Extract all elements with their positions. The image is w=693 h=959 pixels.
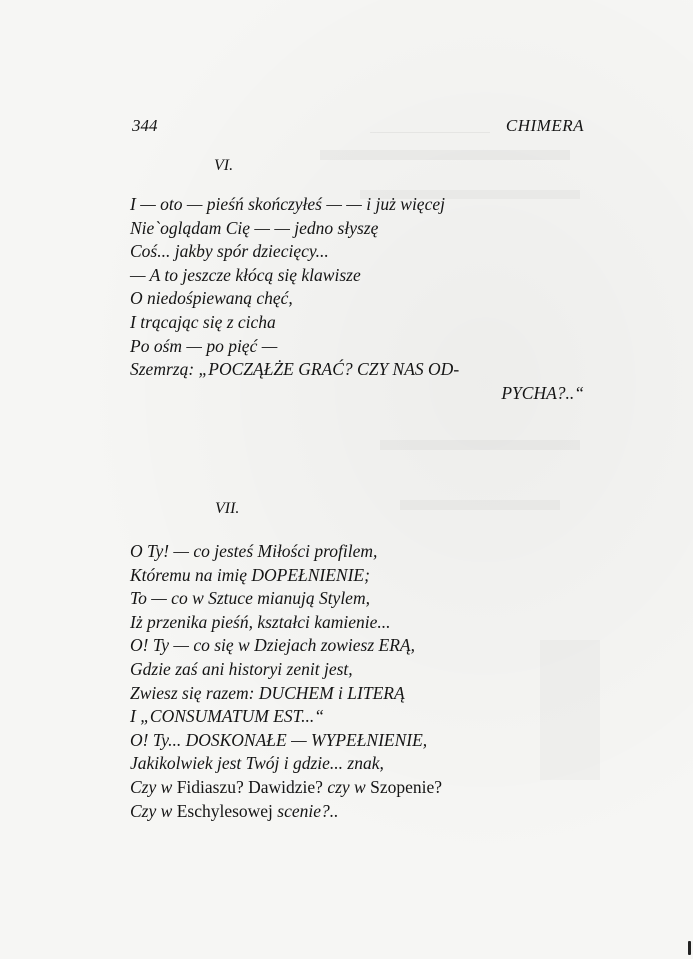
section-heading-vi: VI. [214,157,234,174]
poem-line: O! Ty... DOSKONAŁE — WYPEŁNIENIE, [130,729,428,750]
poem-line: Iż przenika pieśń, kształci kamienie... [130,611,391,632]
section-heading-vii: VII. [215,500,240,517]
poem-line: I „CONSUMATUM EST...“ [130,706,324,727]
text-segment-upright: Szopenie? [370,776,443,797]
poem-line: Jakikolwiek jest Twój i gdzie... znak, [130,753,384,774]
poem-line-continuation: PYCHA?..“ [501,382,584,403]
bleed-through-decoration [540,640,600,780]
poem-line: O niedośpiewaną chęć, [130,288,293,309]
poem-line-eschyles [130,800,442,824]
poem-line: To — co w Sztuce mianują Stylem, [130,588,370,609]
poem-line: — A to jeszcze kłócą się klawisze [130,264,361,285]
bleed-through-decoration [320,150,570,160]
poem-line: Któremu na imię DOPEŁNIENIE; [130,564,370,585]
poem-line-fidiasz [130,776,442,800]
poem-line: I trącając się z cicha [130,311,276,332]
poem-line: Coś... jakby spór dziecięcy... [130,241,329,262]
stanza-vi [130,193,584,405]
text-segment: Czy w [130,776,177,797]
poem-line: I — oto — pieśń skończyłeś — — i już więcej [130,194,445,214]
text-segment: scenie?.. [272,800,339,821]
running-header [132,116,584,138]
text-segment-upright: Fidiaszu? Dawidzie? [176,776,323,797]
text-segment-upright: Eschylesowej [176,800,273,821]
poem-line: Nie`oglądam Cię — — jedno słyszę [130,217,379,238]
poem-line: O! Ty — co się w Dziejach zowiesz ERĄ, [130,635,415,656]
poem-line: Szemrzą: „POCZĄŁŻE GRAĆ? CZY NAS OD- [130,359,460,380]
poem-line: O Ty! — co jesteś Miłości profilem, [130,541,378,561]
page-edge-mark [688,941,691,955]
poem-line: Gdzie zaś ani historyi zenit jest, [130,658,353,679]
text-segment: Czy w [130,800,177,821]
poem-line: Zwiesz się razem: DUCHEM i LITERĄ [130,682,405,703]
bleed-through-decoration [400,500,560,510]
stanza-vii [130,540,442,823]
page-number: 344 [132,116,158,135]
bleed-through-decoration [380,440,580,450]
poem-line: Po ośm — po pięć — [130,335,278,356]
text-segment: czy w [322,776,371,797]
running-title: CHIMERA [505,116,584,135]
